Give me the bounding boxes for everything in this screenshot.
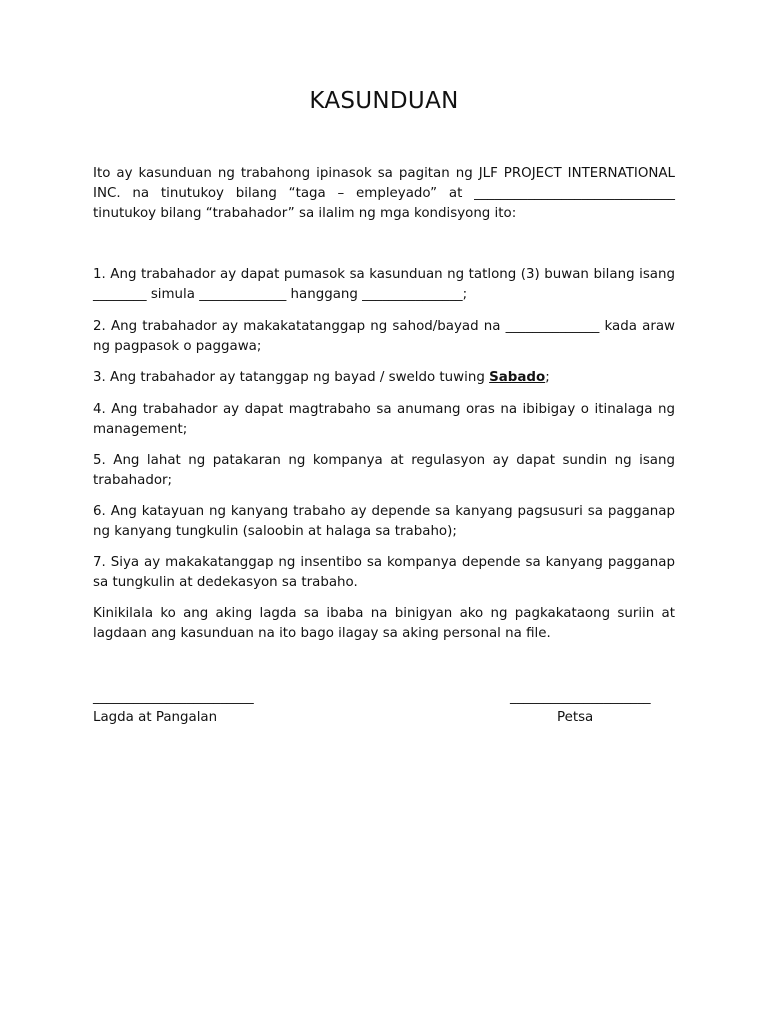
- clause-1: 1. Ang trabahador ay dapat pumasok sa kasunduan ng tatlong (3) buwan bilang isang ________ simula _____________ hanggang _______________;: [93, 267, 675, 302]
- clause-7: 7. Siya ay makakatanggap ng insentibo sa kompanya depende sa kanyang pagganap sa tungkulin at dedekasyon sa trabaho.: [93, 555, 675, 590]
- date-label: Petsa: [557, 710, 594, 725]
- signature-name-block: [93, 688, 254, 728]
- signature-line: ________________________: [93, 690, 254, 705]
- clause-4: 4. Ang trabahador ay dapat magtrabaho sa anumang oras na ibibigay o itinalaga ng management;: [93, 402, 675, 437]
- signature-label: Lagda at Pangalan: [93, 710, 218, 725]
- clause-3-payday: Sabado: [489, 370, 546, 385]
- intro-paragraph: Ito ay kasunduan ng trabahong ipinasok sa pagitan ng JLF PROJECT INTERNATIONAL INC. na tinutukoy bilang “taga – empleyado” at ______________________________ tinutukoy bilang “trabahador” sa ilalim ng mga kondisyong ito:: [93, 166, 675, 221]
- document-title: KASUNDUAN: [309, 88, 459, 114]
- signature-date-block: [510, 688, 651, 728]
- clause-2: 2. Ang trabahador ay makakatatanggap ng sahod/bayad na ______________ kada araw ng pagpasok o paggawa;: [93, 319, 675, 354]
- date-line: _____________________: [510, 690, 651, 705]
- clause-5: 5. Ang lahat ng patakaran ng kompanya at regulasyon ay dapat sundin ng isang trabahador;: [93, 453, 675, 488]
- clause-3: [93, 368, 675, 388]
- acknowledgement-paragraph: Kinikilala ko ang aking lagda sa ibaba na binigyan ako ng pagkakataong suriin at lagdaan ang kasunduan na ito bago ilagay sa aking personal na file.: [93, 606, 675, 641]
- clause-3-text: 3. Ang trabahador ay tatanggap ng bayad / sweldo tuwing: [93, 370, 490, 385]
- clause-6: 6. Ang katayuan ng kanyang trabaho ay depende sa kanyang pagsusuri sa pagganap ng kanyang tungkulin (saloobin at halaga sa trabaho);: [93, 504, 675, 539]
- clause-3-end: ;: [545, 370, 550, 385]
